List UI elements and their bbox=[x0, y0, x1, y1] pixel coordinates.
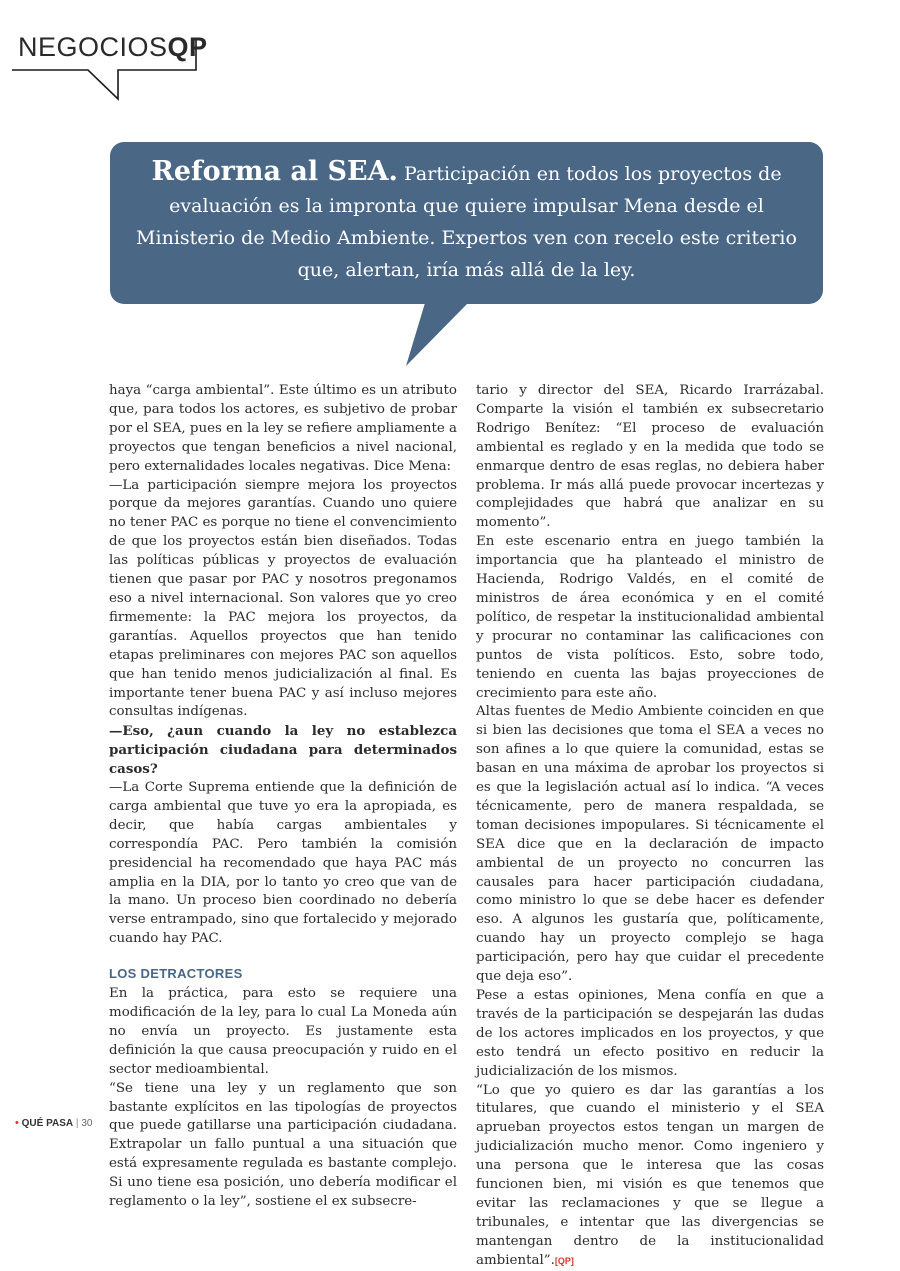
magazine-name: QUÉ PASA bbox=[21, 1118, 74, 1129]
paragraph: En la práctica, para esto se requiere una modificación de la ley, para lo cual La Moneda aún no envía un proyecto. Es justamente esta definición la que causa preocupación y ruido en el sector medioambiental. bbox=[109, 986, 457, 1077]
separator: | bbox=[75, 1118, 79, 1129]
brand-mark: QP bbox=[167, 32, 208, 62]
interview-question: —Eso, ¿aun cuando la ley no establezca participación ciudadana para determinados casos? bbox=[109, 723, 457, 778]
section-title: NEGOCIOS bbox=[18, 32, 168, 62]
page-footer bbox=[15, 1117, 92, 1129]
paragraph-final bbox=[476, 1082, 824, 1271]
page-number: 30 bbox=[81, 1118, 93, 1129]
paragraph: Pese a estas opiniones, Mena confía en que a través de la participación se despejarán las dudas de los actores implicados en los proyectos, y que esto tendrá un efecto positivo en reducir la judicialización de los mismos. bbox=[476, 988, 824, 1079]
paragraph: haya “carga ambiental”. Este último es un atributo que, para todos los actores, es subjetivo de probar por el SEA, pues en la ley se refiere ampliamente a proyectos que tengan beneficios a nivel nacional, pero externalidades locales negativas. Dice Mena: bbox=[109, 383, 457, 474]
paragraph: “Lo que yo quiero es dar las garantías a los titulares, que cuando el ministerio y el SEA aprueban proyectos estos tengan un margen de judicialización mucho menor. Como ingeniero y una persona que le interesa que las cosas funcionen bien, mi visión es que tenemos que evitar las reclamaciones y que se llegue a tribunales, e intentar que las divergencias se mantengan dentro de la institucionalidad ambiental”. bbox=[476, 1082, 824, 1268]
callout-lead: Reforma al SEA. bbox=[151, 156, 398, 187]
callout-body: Participación en todos los proyectos de evaluación es la impronta que quiere impulsar Mena desde el Ministerio de Medio Ambiente. Expertos ven con recelo este criterio que, alertan, iría más allá de la ley. bbox=[136, 163, 797, 281]
callout-text bbox=[130, 156, 803, 286]
paragraph: —La Corte Suprema entiende que la definición de carga ambiental que tuve yo era la apropiada, es decir, que había cargas ambientales y correspondía PAC. Pero también la comisión presidencial ha recomendado que haya PAC más amplia en la DIA, por lo tanto yo creo que van de la mano. Un proceso bien coordinado no debería verse entrampado, sino que fortalecido y mejorado cuando hay PAC. bbox=[109, 780, 457, 947]
paragraph: Altas fuentes de Medio Ambiente coinciden en que si bien las decisiones que toma el SEA a veces no son afines a lo que quiere la comunidad, estas se basan en una máxima de aprobar los proyectos si es que la legislación actual así lo indica. “A veces técnicamente, pero de manera respaldada, se toman decisiones impopulares. Si técnicamente el SEA dice que en la declaración de impacto ambiental de un proyecto no concurren las causales para hacer participación ciudadana, como ministro lo que se debe hacer es defender eso. A algunos les gustaría que, políticamente, cuando hay un proyecto complejo se haga participación, pero hay que cuidar el precedente que deja eso”. bbox=[476, 704, 824, 985]
paragraph: tario y director del SEA, Ricardo Irarrázabal. Comparte la visión el también ex subsecretario Rodrigo Benítez: “El proceso de evaluación ambiental es reglado y en la medida que todo se enmarque dentro de esas reglas, no debiera haber problema. Ir más allá puede provocar incertezas y complejidades que habrá que analizar en su momento”. bbox=[476, 383, 824, 531]
paragraph: En este escenario entra en juego también la importancia que ha planteado el ministro de Hacienda, Rodrigo Valdés, en el comité de ministros de área económica y en el comité político, de respetar la institucionalidad ambiental y procurar no contaminar las calificaciones con puntos de vista políticos. Esto, sobre todo, teniendo en cuenta las bajas proyecciones de crecimiento para este año. bbox=[476, 534, 824, 701]
paragraph: —La participación siempre mejora los proyectos porque da mejores garantías. Cuando uno quiere no tener PAC es porque no tiene el convencimiento de que los proyectos están bien diseñados. Todas las políticas públicas y proyectos de evaluación tienen que pasar por PAC y nosotros pregonamos eso a nivel internacional. Son valores que yo creo firmemente: la PAC mejora los proyectos, da garantías. Aquellos proyectos que han tenido etapas preliminares con mejores PAC son aquellos que han tenido menos judicialización al final. Es importante tener buena PAC y así incluso mejores consultas indígenas. bbox=[109, 477, 457, 720]
article-column-1 bbox=[109, 382, 457, 1212]
subheading: LOS DETRACTORES bbox=[109, 966, 243, 982]
bullet-icon: • bbox=[15, 1117, 19, 1129]
paragraph: “Se tiene una ley y un reglamento que son bastante explícitos en las tipologías de proyectos que puede gatillarse una participación ciudadana. Extrapolar un fallo puntual a una situación que está expresamente regulada es bastante complejo. Si uno tiene esa posición, uno debería modificar el reglamento o la ley”, sostiene el ex subsecre- bbox=[109, 1080, 457, 1210]
article-column-2 bbox=[476, 382, 824, 1271]
end-mark: [QP] bbox=[554, 1255, 574, 1266]
